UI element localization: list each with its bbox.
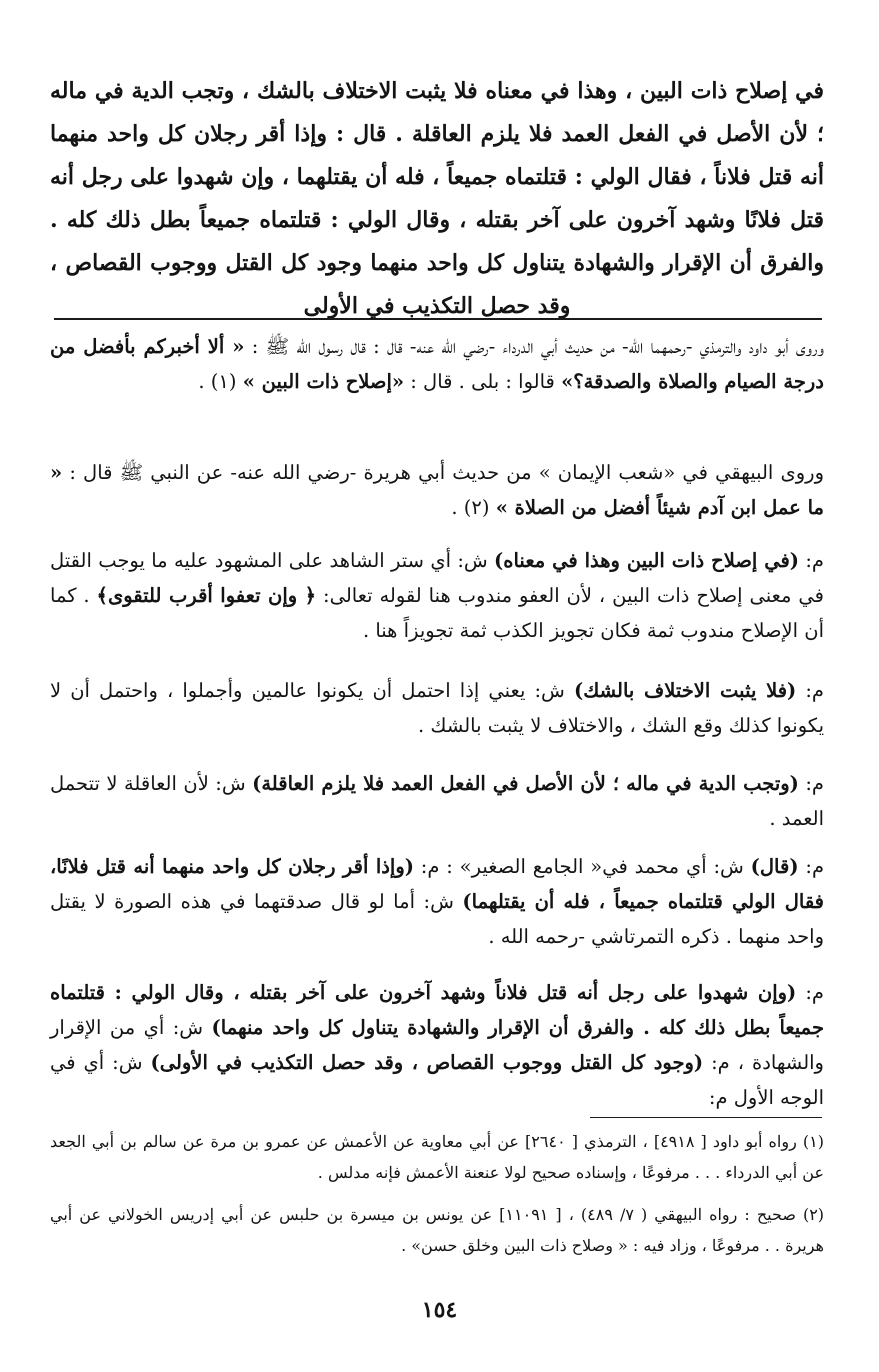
hadith-mid: قالوا : بلى . قال : <box>404 370 562 393</box>
hadith-intro: وروى أبو داود والترمذي -رحمهما الله- من حديث أبي الدرداء -رضي الله عنه- قال : قال رسول الله ﷺ : <box>244 335 824 358</box>
matn-marker: م: <box>796 679 825 702</box>
matn-quote-2: (وجود كل القتل ووجوب القصاص ، وقد حصل التكذيب في الأولى) <box>150 1051 704 1074</box>
commentary-paragraph-2 <box>50 673 824 743</box>
sharh-text: ش: أي من الإقرار والشهادة ، م: <box>50 1016 824 1074</box>
hadith-abu-hurayra <box>50 455 824 525</box>
hadith-quote: « ألا أخبركم بأفضل من درجة الصيام والصلاة والصدقة؟» <box>50 335 824 393</box>
matn-quote-2: (وإذا أقر رجلان كل واحد منهما أنه قتل فلانًا، فقال الولي قتلتماه جميعاً ، فله أن يقتلهما) <box>50 855 824 913</box>
commentary-paragraph-1 <box>50 543 824 648</box>
matn-quote: (فلا يثبت الاختلاف بالشك) <box>573 679 797 702</box>
matn-quote: (وتجب الدية في ماله ؛ لأن الأصل في الفعل العمد فلا يلزم العاقلة) <box>252 772 799 795</box>
hadith-abu-darda <box>50 329 824 399</box>
footnote-ref-2[interactable]: (٢) . <box>451 496 496 519</box>
divider-line <box>54 318 822 320</box>
footnote-ref-1[interactable]: (١) . <box>198 370 243 393</box>
commentary-paragraph-4 <box>50 849 824 954</box>
footnote-divider <box>590 1117 822 1118</box>
footnote-2-text: (٢) صحيح : رواه البيهقي ( ٧/ ٤٨٩) ، [ ١١٠٩١] عن يونس بن ميسرة بن حلبس عن أبي إدريس الخولاني عن أبي هريرة . . مرفوعًا ، وزاد فيه : « وصلاح ذات البين وخلق حسن» . <box>50 1205 825 1255</box>
hadith-quote: « ما عمل ابن آدم شيئاً أفضل من الصلاة » <box>50 461 824 519</box>
commentary-paragraph-3 <box>50 766 824 836</box>
matn-marker: م: <box>798 772 825 795</box>
hadith-intro: وروى البيهقي في «شعب الإيمان » من حديث أبي هريرة -رضي الله عنه- عن النبي ﷺ قال : <box>62 461 824 484</box>
sharh-text-2: ش: أما لو قال صدقتهما في هذه الصورة لا يقتل واحد منهما . ذكره التمرتاشي -رحمه الله . <box>50 890 824 948</box>
page-number: ١٥٤ <box>421 1297 458 1323</box>
matn-quote: (قال) <box>750 855 799 878</box>
sharh-text-2: ش: أي في الوجه الأول م: <box>50 1051 824 1109</box>
footnote-2 <box>50 1199 824 1261</box>
main-text-matn: في إصلاح ذات البين ، وهذا في معناه فلا يثبت الاختلاف بالشك ، وتجب الدية في ماله ؛ لأن الأصل في الفعل العمد فلا يلزم العاقلة . قال : وإذا أقر رجلان كل واحد منهما أنه قتل فلاناً ، فقال الولي : قتلتماه جميعاً ، فله أن يقتلهما ، وإن شهدوا على رجل أنه قتل فلانًا وشهد آخرون على آخر بقتله ، وقال الولي : قتلتماه جميعاً بطل ذلك كله . والفرق أن الإقرار والشهادة يتناول كل واحد منهما وجود كل القتل ووجوب القصاص ، وقد حصل التكذيب في الأولى <box>50 78 824 319</box>
matn-marker: م: <box>799 549 825 572</box>
matn-marker: م: <box>796 981 825 1004</box>
sharh-text-end: . كما أن الإصلاح مندوب ثمة فكان تجويز الكذب ثمة تجويزاً هنا . <box>50 584 824 642</box>
quran-verse: ﴿ وإن تعفوا أقرب للتقوى﴾ <box>96 584 317 607</box>
matn-quote: (في إصلاح ذات البين وهذا في معناه) <box>494 549 800 572</box>
matn-quote: (وإن شهدوا على رجل أنه قتل فلاناً وشهد آخرون على آخر بقتله ، وقال الولي : قتلتماه جميعاً بطل ذلك كله . والفرق أن الإقرار والشهادة يتناول كل واحد منهما) <box>50 981 825 1039</box>
commentary-paragraph-5 <box>50 975 824 1115</box>
sharh-text: ش: أي محمد في« الجامع الصغير» : م: <box>413 855 751 878</box>
sharh-text: ش: أي ستر الشاهد على المشهود عليه ما يوجب القتل في معنى إصلاح ذات البين ، لأن العفو مندوب هنا لقوله تعالى: <box>50 549 824 607</box>
hadith-quote-answer: «إصلاح ذات البين » <box>242 370 405 393</box>
footnote-1 <box>50 1126 824 1188</box>
matn-marker: م: <box>798 855 825 878</box>
sharh-text: ش: يعني إذا احتمل أن يكونوا عالمين وأجملوا ، واحتمل أن لا يكونوا كذلك وقع الشك ، والاختلاف لا يثبت بالشك . <box>50 679 824 737</box>
sharh-text: ش: لأن العاقلة لا تتحمل العمد . <box>50 772 824 830</box>
footnote-1-text: (١) رواه أبو داود [ ٤٩١٨] ، الترمذي [ ٢٦٤٠] عن أبي معاوية عن الأعمش عن عمرو بن مرة عن سالم بن أبي الجعد عن أبي الدرداء . . . مرفوعًا ، وإسناده صحيح لولا عنعنة الأعمش فإنه مدلس . <box>50 1132 824 1182</box>
